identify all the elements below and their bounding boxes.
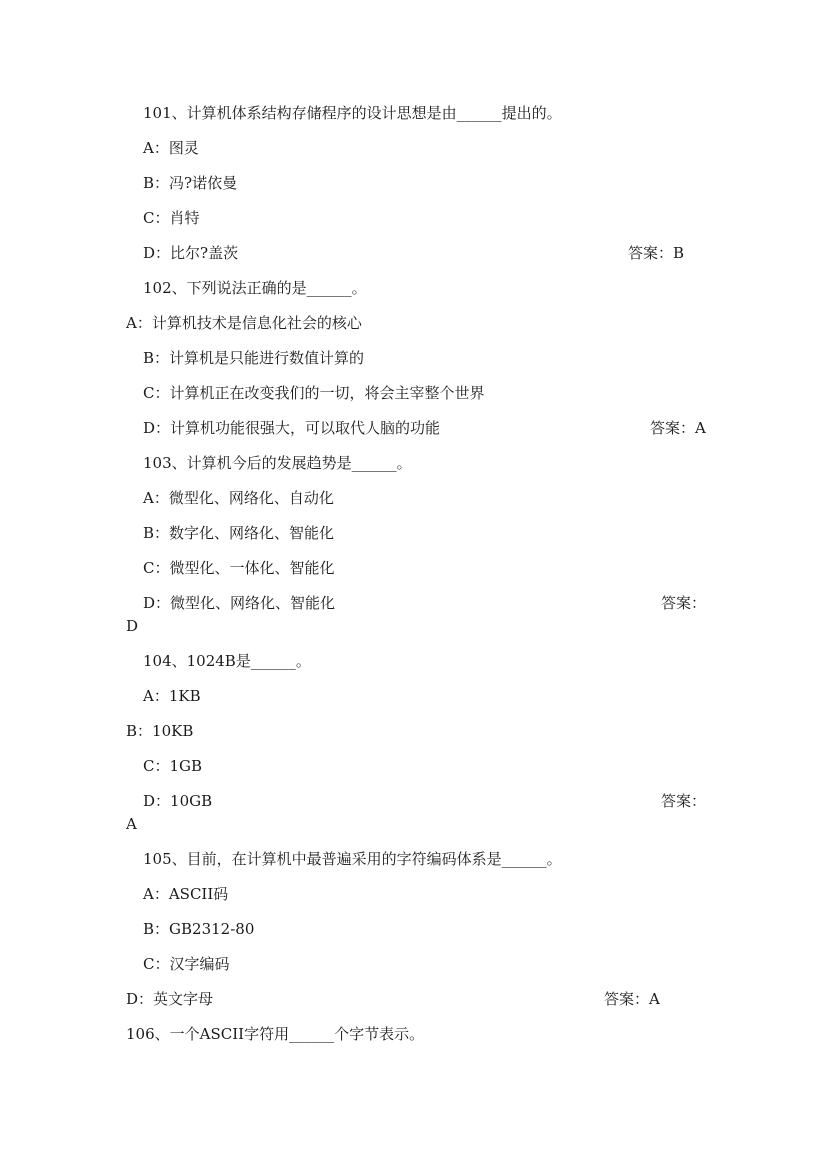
question-103: 103、计算机今后的发展趋势是______。 <box>143 454 412 472</box>
option-103-a: A：微型化、网络化、自动化 <box>143 489 334 507</box>
option-104-b: B：10KB <box>126 722 194 740</box>
answer-102: 答案：A <box>650 419 706 437</box>
answer-103-value: D <box>126 617 139 635</box>
option-102-c: C：计算机正在改变我们的一切，将会主宰整个世界 <box>143 384 485 402</box>
answer-101: 答案：B <box>628 244 685 262</box>
option-105-b: B：GB2312-80 <box>143 920 255 938</box>
option-102-a: A：计算机技术是信息化社会的核心 <box>126 314 362 332</box>
option-105-c: C：汉字编码 <box>143 955 230 973</box>
option-105-a: A：ASCII码 <box>143 885 229 903</box>
option-101-a: A：图灵 <box>143 139 199 157</box>
option-103-b: B：数字化、网络化、智能化 <box>143 524 335 542</box>
option-104-a: A：1KB <box>143 687 201 705</box>
answer-103: 答案： <box>661 594 707 612</box>
option-102-d: D：计算机功能很强大，可以取代人脑的功能 <box>143 419 441 437</box>
option-104-d: D：10GB <box>143 792 213 810</box>
question-106: 106、一个ASCII字符用______个字节表示。 <box>126 1025 425 1043</box>
option-102-b: B：计算机是只能进行数值计算的 <box>143 349 365 367</box>
option-104-c: C：1GB <box>143 757 203 775</box>
question-105: 105、目前，在计算机中最普遍采用的字符编码体系是______。 <box>143 850 562 868</box>
option-101-b: B：冯?诺依曼 <box>143 174 238 192</box>
question-102: 102、下列说法正确的是______。 <box>143 279 367 297</box>
option-103-d: D：微型化、网络化、智能化 <box>143 594 336 612</box>
option-101-c: C：肖特 <box>143 209 200 227</box>
question-101: 101、计算机体系结构存储程序的设计思想是由______提出的。 <box>143 104 562 122</box>
question-104: 104、1024B是______。 <box>143 652 311 670</box>
option-105-d: D：英文字母 <box>126 990 214 1008</box>
option-103-c: C：微型化、一体化、智能化 <box>143 559 335 577</box>
answer-105: 答案：A <box>604 990 660 1008</box>
answer-104-value: A <box>126 815 137 833</box>
answer-104: 答案： <box>661 792 707 810</box>
option-101-d: D：比尔?盖茨 <box>143 244 239 262</box>
